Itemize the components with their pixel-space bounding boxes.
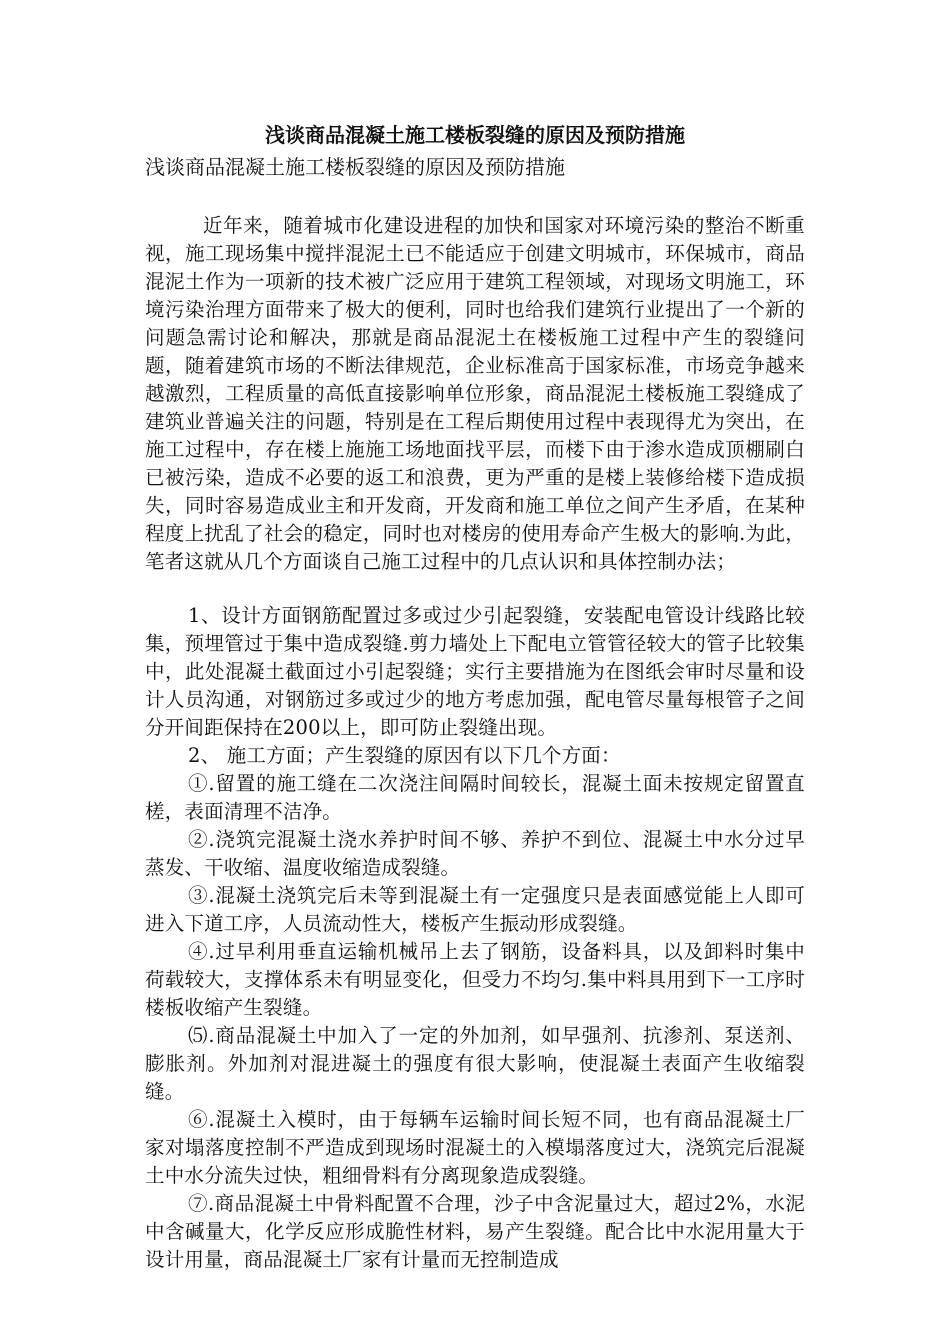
document-title: 浅谈商品混凝土施工楼板裂缝的原因及预防措施 <box>265 123 685 147</box>
document-subtitle: 浅谈商品混凝土施工楼板裂缝的原因及预防措施 <box>145 155 565 179</box>
cause-item-1: ①.留置的施工缝在二次浇注间隔时间较长，混凝土面未按规定留置直槎，表面清理不洁净。 <box>145 772 805 823</box>
cause-item-7: ⑦.商品混凝土中骨料配置不合理，沙子中含泥量过大，超过2%，水泥中含碱量大，化学反应形成脆性材料，易产生裂缝。配合比中水泥用量大于设计用量，商品混凝土厂家有计量而无控制造成 <box>145 1192 805 1271</box>
cause-item-6: ⑥.混凝土入模时，由于每辆车运输时间长短不同，也有商品混凝土厂家对塌落度控制不严造成到现场时混凝土的入模塌落度过大，浇筑完后混凝土中水分流失过快，粗细骨料有分离现象造成裂缝。 <box>145 1108 805 1187</box>
cause-item-5: ⑸.商品混凝土中加入了一定的外加剂，如早强剂、抗渗剂、泵送剂、膨胀剂。外加剂对混进凝土的强度有很大影响，使混凝土表面产生收缩裂缝。 <box>145 1024 805 1103</box>
cause-item-3: ③.混凝土浇筑完后未等到混凝土有一定强度只是表面感觉能上人即可进入下道工序，人员流动性大，楼板产生振动形成裂缝。 <box>145 884 805 935</box>
cause-item-2: ②.浇筑完混凝土浇水养护时间不够、养护不到位、混凝土中水分过早蒸发、干收缩、温度收缩造成裂缝。 <box>145 828 805 879</box>
document-body <box>145 118 805 1274</box>
section-1-paragraph: 1、设计方面钢筋配置过多或过少引起裂缝，安装配电管设计线路比较集，预埋管过于集中造成裂缝.剪力墙处上下配电立管管径较大的管子比较集中，此处混凝土截面过小引起裂缝；实行主要措施为在图纸会审时尽量和设计人员沟通，对钢筋过多或过少的地方考虑加强，配电管尽量每根管子之间分开间距保持在200以上，即可防止裂缝出现。 <box>145 604 805 739</box>
intro-paragraph: 近年来，随着城市化建设进程的加快和国家对环境污染的整治不断重视，施工现场集中搅拌混泥土已不能适应于创建文明城市，环保城市，商品混泥土作为一项新的技术被广泛应用于建筑工程领域，对现场文明施工，环境污染治理方面带来了极大的便利，同时也给我们建筑行业提出了一个新的问题急需讨论和解决，那就是商品混泥土在楼板施工过程中产生的裂缝问题，随着建筑市场的不断法律规范，企业标准高于国家标准，市场竞争越来越激烈，工程质量的高低直接影响单位形象，商品混泥土楼板施工裂缝成了建筑业普遍关注的问题，特别是在工程后期使用过程中表现得尤为突出，在施工过程中，存在楼上施施工场地面找平层，而楼下由于渗水造成顶棚刷白已被污染，造成不必要的返工和浪费，更为严重的是楼上装修给楼下造成损失，同时容易造成业主和开发商，开发商和施工单位之间产生矛盾，在某种程度上扰乱了社会的稳定，同时也对楼房的使用寿命产生极大的影响.为此，笔者这就从几个方面谈自己施工过程中的几点认识和具体控制办法； <box>145 214 805 573</box>
cause-item-4: ④.过早利用垂直运输机械吊上去了钢筋，设备料具，以及卸料时集中荷载较大，支撑体系未有明显变化，但受力不均匀.集中料具用到下一工序时楼板收缩产生裂缝。 <box>145 940 805 1019</box>
section-2-heading: 2、 施工方面；产生裂缝的原因有以下几个方面： <box>188 744 621 767</box>
